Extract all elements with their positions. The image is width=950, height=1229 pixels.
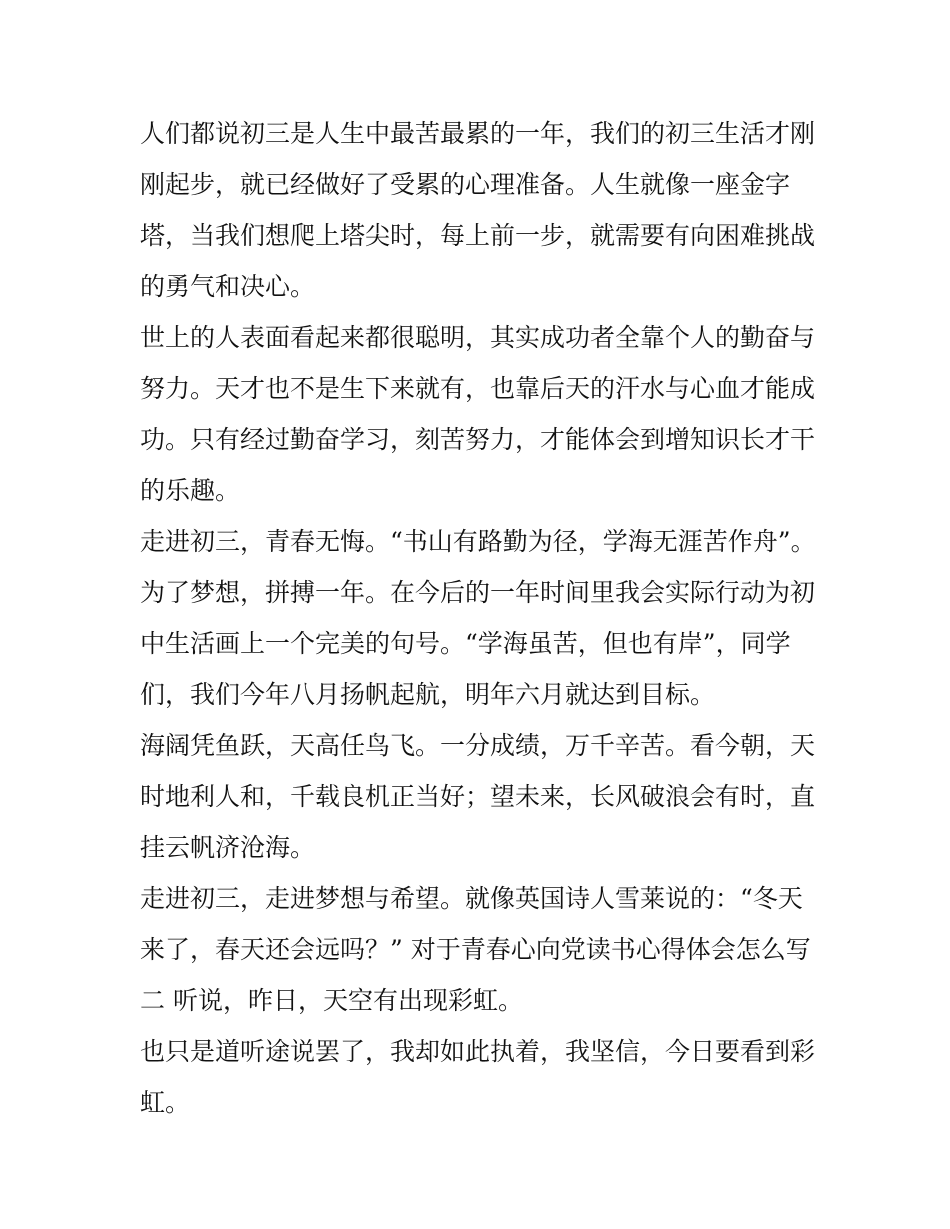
text-line: 塔，当我们想爬上塔尖时，每上前一步，就需要有向困难挑战 — [140, 221, 816, 250]
text-line: 们，我们今年八月扬帆起航，明年六月就达到目标。 — [140, 680, 716, 709]
text-line: 的乐趣。 — [140, 476, 241, 505]
text-line: 为了梦想，拼搏一年。在今后的一年时间里我会实际行动为初 — [140, 578, 816, 607]
text-line: 的勇气和决心。 — [140, 272, 316, 301]
paragraph-4 — [140, 720, 820, 873]
text-line: 也只是道听途说罢了，我却如此执着，我坚信，今日要看到彩 — [140, 1037, 816, 1066]
text-line: 中生活画上一个完美的句号。“学海虽苦，但也有岸”，同学 — [140, 629, 791, 658]
document-body — [140, 108, 820, 1128]
text-line: 挂云帆济沧海。 — [140, 833, 316, 862]
paragraph-6 — [140, 1026, 820, 1128]
text-line: 虹。 — [140, 1088, 191, 1117]
paragraph-5 — [140, 873, 820, 1026]
text-line: 世上的人表面看起来都很聪明，其实成功者全靠个人的勤奋与 — [140, 323, 816, 352]
text-line: 海阔凭鱼跃，天高任鸟飞。一分成绩，万千辛苦。看今朝，天 — [140, 731, 816, 760]
text-line: 走进初三，青春无悔。“书山有路勤为径，学海无涯苦作舟”。 — [140, 527, 816, 556]
text-line: 功。只有经过勤奋学习，刻苦努力，才能体会到增知识长才干 — [140, 425, 816, 454]
paragraph-1 — [140, 108, 820, 312]
paragraph-2 — [140, 312, 820, 516]
text-line: 刚起步，就已经做好了受累的心理准备。人生就像一座金字 — [140, 170, 791, 199]
text-line: 走进初三，走进梦想与希望。就像英国诗人雪莱说的：“冬天 — [140, 884, 803, 913]
text-line: 二 听说，昨日，天空有出现彩虹。 — [140, 986, 523, 1015]
text-line: 来了，春天还会远吗？” 对于青春心向党读书心得体会怎么写 — [140, 935, 811, 964]
text-line: 人们都说初三是人生中最苦最累的一年，我们的初三生活才刚 — [140, 119, 816, 148]
text-line: 时地利人和，千载良机正当好；望未来，长风破浪会有时，直 — [140, 782, 816, 811]
paragraph-3 — [140, 516, 820, 720]
text-line: 努力。天才也不是生下来就有，也靠后天的汗水与心血才能成 — [140, 374, 816, 403]
